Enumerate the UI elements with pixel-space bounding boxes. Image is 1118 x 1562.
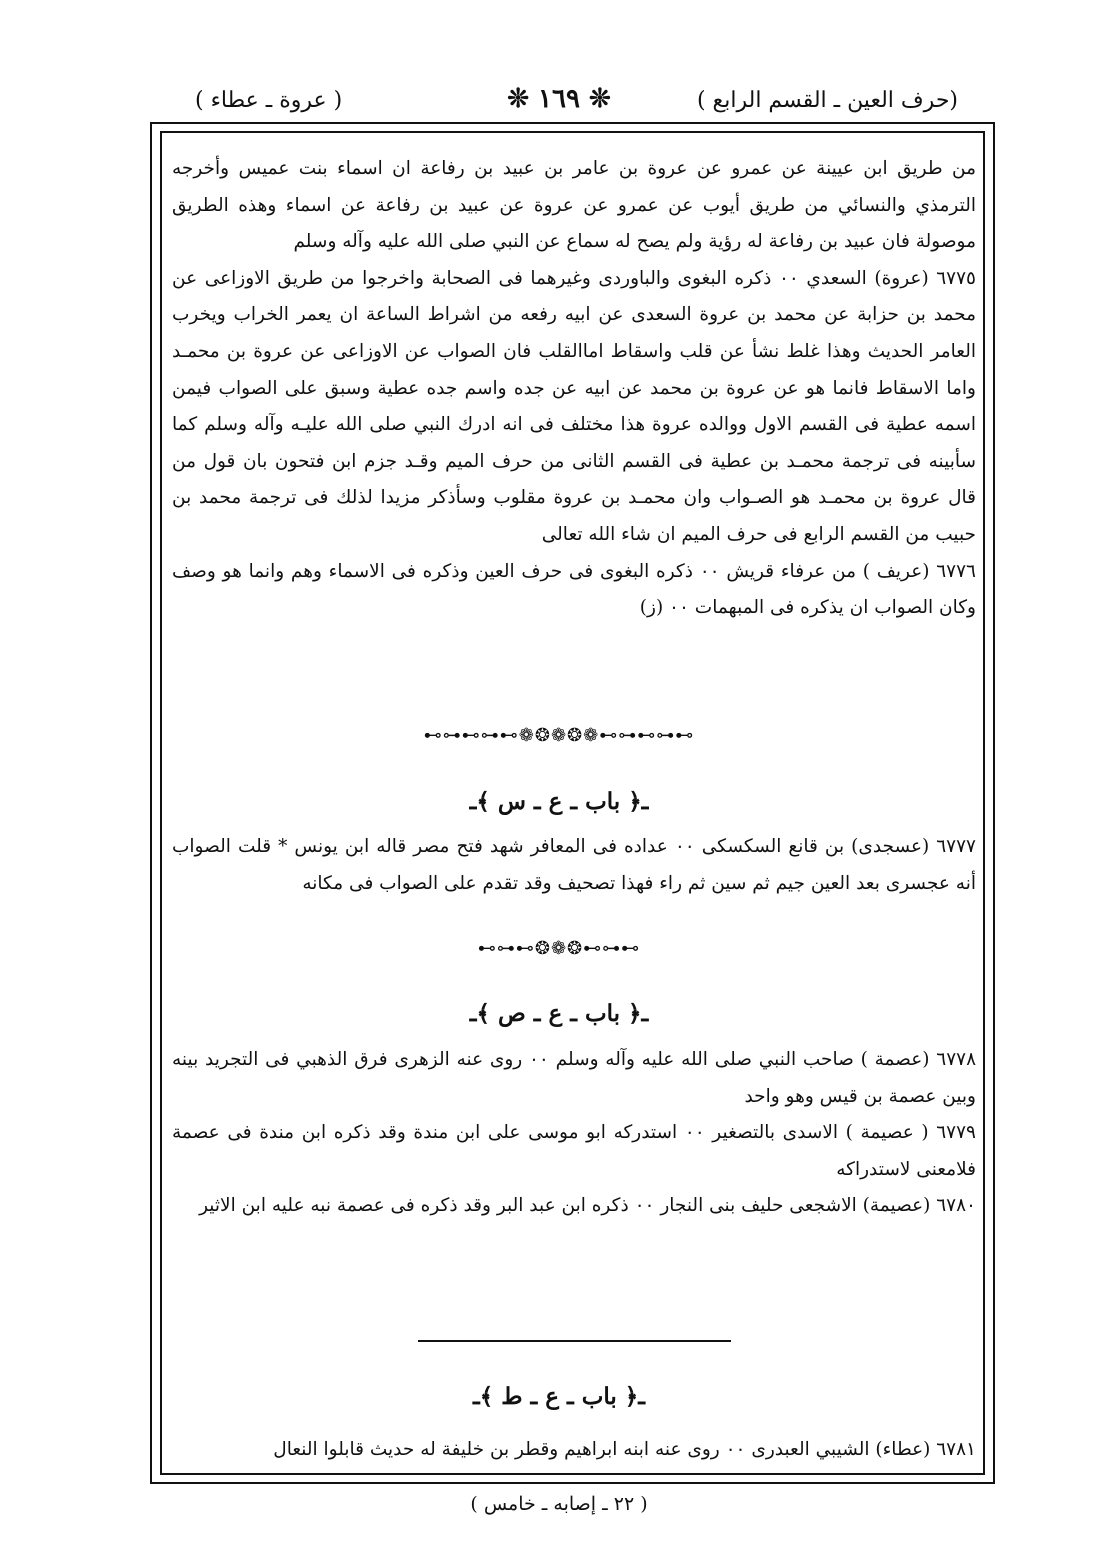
plain-divider xyxy=(418,1340,731,1342)
signature-footer: ( ٢٢ ـ إصابه ـ خامس ) xyxy=(470,1493,648,1515)
text-block-1 xyxy=(172,151,976,627)
paragraph-continuation: من طريق ابن عيينة عن عمرو عن عروة بن عامر بن عبيد بن رفاعة ان اسماء بنت عميس وأخرجه الترمذي والنسائي من طريق أيوب عن عمرو عن عروة عن عبيد بن رفاعة عن اسماء وهذه الطريق موصولة فان عبيد بن رفاعة له رؤية ولم يصح له سماع عن النبي صلى الله عليه وآله وسلم xyxy=(172,158,976,253)
text-block-2 xyxy=(172,829,976,902)
ornament-divider-2: ⊶⊷⊶❂❁❂⊶⊷⊶ xyxy=(477,938,641,959)
section-heading-ain-sin: ـ﴿ باب ـ ع ـ س ﴾ـ xyxy=(469,788,649,815)
entry-6780: ٦٧٨٠ (عصيمة) الاشجعى حليف بنى النجار ٠٠ ذكره ابن عبد البر وقد ذكره فى عصمة نبه عليه ابن الاثير xyxy=(199,1195,976,1217)
page-number: ❊ ١٦٩ ❊ xyxy=(507,84,611,114)
ornament-divider-1: ⊶⊷⊶⊷⊶❁❂❁❂❁⊶⊷⊶⊷⊶ xyxy=(423,725,695,746)
entry-6778: ٦٧٧٨ (عصمة ) صاحب النبي صلى الله عليه وآله وسلم ٠٠ روى عنه الزهرى فرق الذهبي فى التجريد بينه وبين عصمة بن قيس وهو واحد xyxy=(172,1049,977,1107)
running-header-left: ( عروة ـ عطاء ) xyxy=(195,88,343,113)
section-heading-ain-ta: ـ﴿ باب ـ ع ـ ط ﴾ـ xyxy=(472,1383,645,1410)
text-block-3 xyxy=(172,1042,976,1225)
entry-6781: ٦٧٨١ (عطاء) الشيبي العبدرى ٠٠ روى عنه ابنه ابراهيم وقطر بن خليفة له حديث قابلوا النعال xyxy=(273,1439,976,1460)
entry-6776: ٦٧٧٦ (عريف ) من عرفاء قريش ٠٠ ذكره البغوى فى حرف العين وذكره فى الاسماء وهم وانما هو وصف وكان الصواب ان يذكره فى المبهمات ٠٠ (ز) xyxy=(172,560,976,619)
entry-6775: ٦٧٧٥ (عروة) السعدي ٠٠ ذكره البغوى والباوردى وغيرهما فى الصحابة واخرجوا من طريق الاوزاعى عن محمد بن حزابة عن محمد بن عروة السعدى عن ابيه رفعه من اشراط الساعة ان يعمر الخراب ويخرب العامر الحديث وهذا غلط نشأ عن قلب واسقاط اماالقلب فان الصواب عن الاوزاعى عن عروة بن محمـد واما الاسقاط فانما هو عن عروة بن محمد عن ابيه عن جده واسم جده عطية وسبق على الصواب فيمن اسمه عطية فى القسم الاول ووالده عروة هذا مختلف فى انه ادرك النبي صلى الله عليـه وآله وسلم كما سأبينه فى ترجمة محمـد بن عطية فى القسم الثانى من حرف الميم وقـد جزم ابن فتحون بان قول من قال عروة بن محمـد هو الصـواب وان محمـد بن عروة مقلوب وسأذكر مزيدا لذلك فى ترجمة محمد بن حبيب من القسم الرابع فى حرف الميم ان شاء الله تعالى xyxy=(172,267,976,545)
section-heading-ain-sad: ـ﴿ باب ـ ع ـ ص ﴾ـ xyxy=(469,1000,649,1027)
running-header-right: (حرف العين ـ القسم الرابع ) xyxy=(696,88,958,113)
text-block-4 xyxy=(172,1432,976,1469)
entry-6777: ٦٧٧٧ (عسجدى) بن قانع السكسكى ٠٠ عداده فى المعافر شهد فتح مصر قاله ابن يونس * قلت الصواب أنه عجسرى بعد العين جيم ثم سين ثم راء فهذا تصحيف وقد تقدم على الصواب فى مكانه xyxy=(172,836,976,894)
entry-6779: ٦٧٧٩ ( عصيمة ) الاسدى بالتصغير ٠٠ استدركه ابو موسى على ابن مندة وقد ذكره ابن مندة فى عصمة فلامعنى لاستدراكه xyxy=(172,1122,976,1180)
